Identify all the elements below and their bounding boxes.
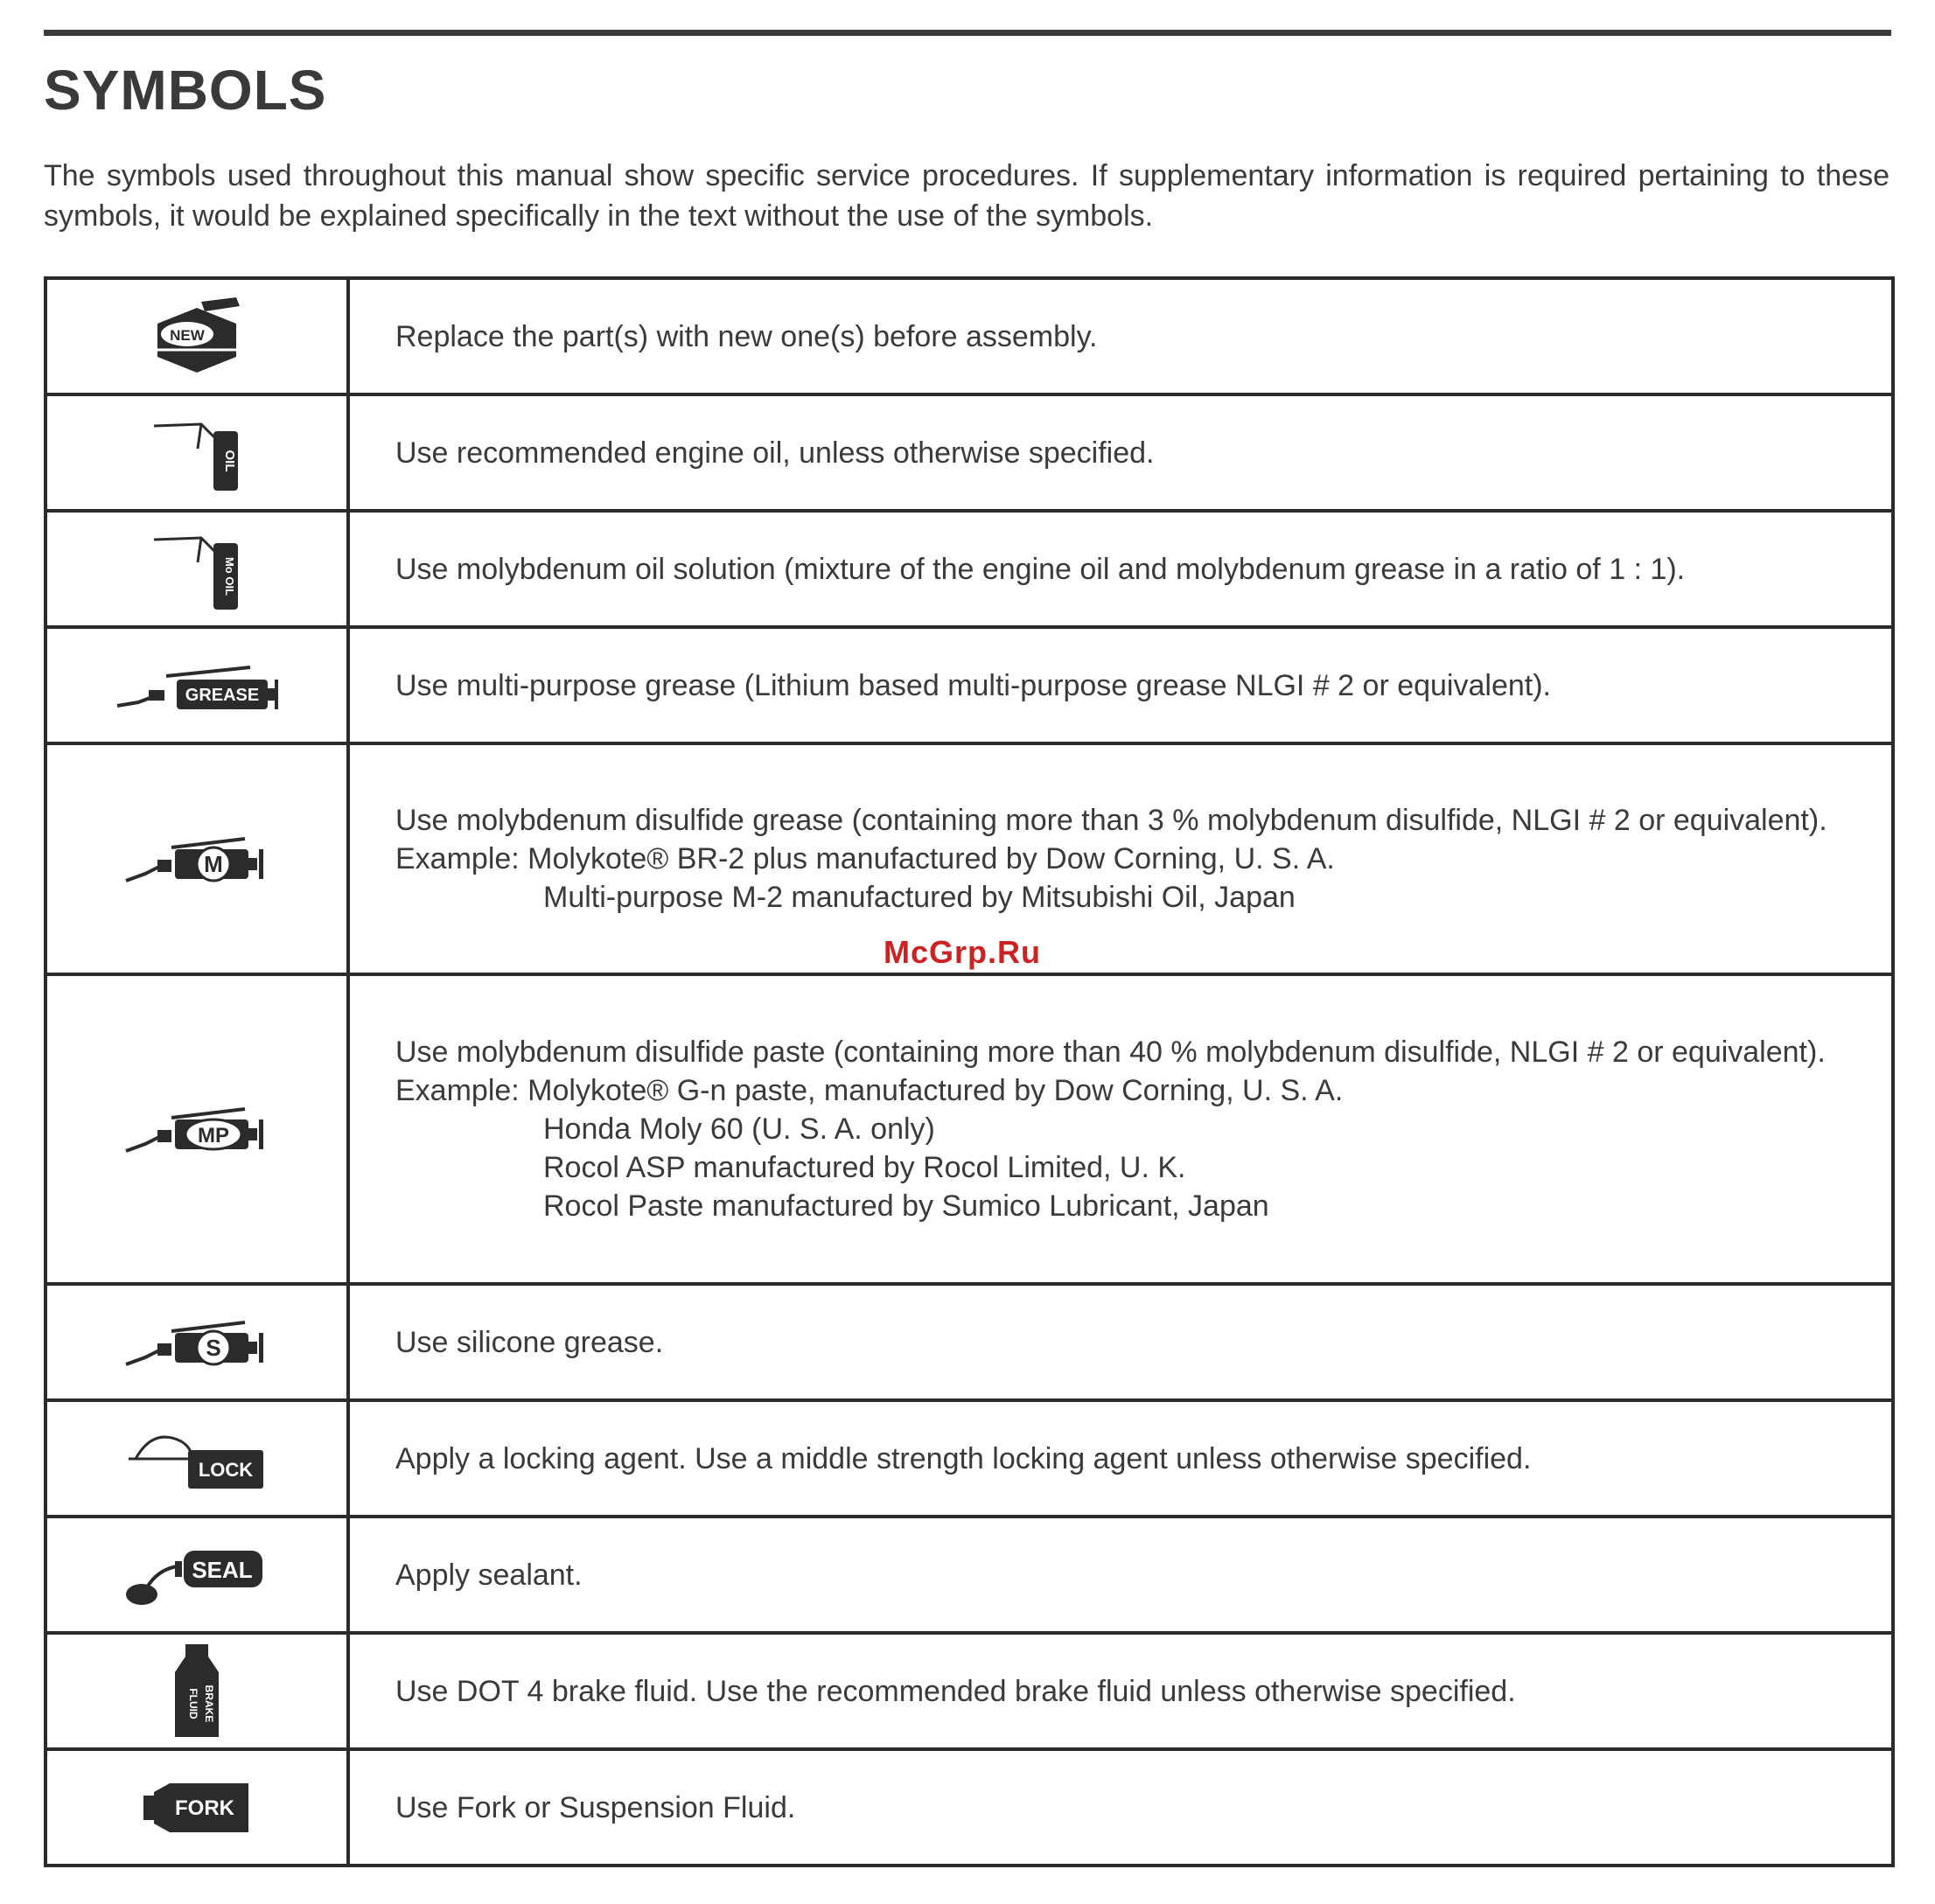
description: Apply a locking agent. Use a middle strength locking agent unless otherwise specified. <box>348 1400 1893 1517</box>
sealant-icon <box>122 1540 271 1610</box>
icon-cell <box>45 1749 348 1866</box>
intro-paragraph: The symbols used throughout this manual show specific service procedures. If supplementary information is required pertaining to these symbols, it would be explained specifically in the text without the use of the symbols. <box>44 159 1890 233</box>
example-line: Example: Molykote® BR-2 plus manufactured by Dow Corning, U. S. A. <box>395 842 1335 875</box>
symbols-table <box>44 276 1895 1867</box>
svg-text:FLUID: FLUID <box>187 1687 199 1719</box>
svg-text:Mo OIL: Mo OIL <box>223 556 236 596</box>
description: Replace the part(s) with new one(s) before assembly. <box>348 278 1893 394</box>
example-line: Example: Molykote® G-n paste, manufactured by Dow Corning, U. S. A. <box>395 1074 1344 1107</box>
symbol-row-seal <box>45 1517 1893 1633</box>
icon-cell <box>45 974 348 1284</box>
symbol-row-oil <box>45 394 1893 511</box>
svg-text:MP: MP <box>198 1124 229 1147</box>
icon-cell <box>45 1400 348 1517</box>
example-line: Multi-purpose M-2 manufactured by Mitsubishi Oil, Japan <box>543 881 1296 914</box>
description: Use recommended engine oil, unless otherwise specified. <box>348 394 1893 511</box>
description <box>348 743 1893 974</box>
svg-text:LOCK: LOCK <box>198 1458 254 1481</box>
svg-text:GREASE: GREASE <box>185 685 260 705</box>
moly-paste-icon <box>122 1098 271 1160</box>
molybdenum-oil-icon <box>149 527 245 611</box>
icon-cell <box>45 511 348 627</box>
symbol-row-fork <box>45 1749 1893 1866</box>
description <box>348 974 1893 1284</box>
icon-cell <box>45 1517 348 1633</box>
description: Apply sealant. <box>348 1517 1893 1633</box>
fork-fluid-icon <box>140 1780 254 1836</box>
icon-cell <box>45 627 348 743</box>
new-part-icon <box>149 297 245 376</box>
example-line: Rocol Paste manufactured by Sumico Lubricant, Japan <box>543 1189 1269 1223</box>
description-main: Use molybdenum disulfide grease (containing more than 3 % molybdenum disulfide, NLGI # 2 or equivalent). <box>395 804 1827 837</box>
symbol-row-new <box>45 278 1893 394</box>
description: Use molybdenum oil solution (mixture of the engine oil and molybdenum grease in a ratio of 1 : 1). <box>348 511 1893 627</box>
symbol-row-lock <box>45 1400 1893 1517</box>
example-line: Honda Moly 60 (U. S. A. only) <box>543 1112 935 1146</box>
icon-cell <box>45 278 348 394</box>
page-title: SYMBOLS <box>44 59 327 122</box>
svg-text:FORK: FORK <box>175 1796 234 1820</box>
svg-text:NEW: NEW <box>170 326 205 344</box>
engine-oil-icon <box>149 414 245 492</box>
svg-text:S: S <box>206 1334 221 1361</box>
svg-text:BRAKE: BRAKE <box>203 1684 215 1722</box>
symbol-row-silicone <box>45 1284 1893 1400</box>
silicone-grease-icon <box>122 1312 271 1373</box>
top-rule <box>44 30 1891 36</box>
description-main: Use molybdenum disulfide paste (containing more than 40 % molybdenum disulfide, NLGI # 2 or equivalent). <box>395 1036 1826 1069</box>
description: Use Fork or Suspension Fluid. <box>348 1749 1893 1866</box>
icon-cell <box>45 743 348 974</box>
svg-text:SEAL: SEAL <box>192 1556 253 1583</box>
symbol-row-mo-oil <box>45 511 1893 627</box>
symbol-row-brake-fluid <box>45 1633 1893 1749</box>
description: Use DOT 4 brake fluid. Use the recommended brake fluid unless otherwise specified. <box>348 1633 1893 1749</box>
svg-text:M: M <box>204 851 223 877</box>
description: Use multi-purpose grease (Lithium based multi-purpose grease NLGI # 2 or equivalent). <box>348 627 1893 743</box>
watermark: McGrp.Ru <box>884 934 1042 970</box>
icon-cell <box>45 394 348 511</box>
icon-cell <box>45 1633 348 1749</box>
locking-agent-icon <box>127 1424 267 1494</box>
icon-cell <box>45 1284 348 1400</box>
moly-grease-icon <box>122 828 271 889</box>
grease-icon <box>114 655 280 716</box>
svg-text:OIL: OIL <box>222 450 237 471</box>
brake-fluid-icon <box>166 1642 227 1740</box>
description: Use silicone grease. <box>348 1284 1893 1400</box>
symbol-row-moly-paste <box>45 974 1893 1284</box>
symbol-row-grease <box>45 627 1893 743</box>
example-line: Rocol ASP manufactured by Rocol Limited, U. K. <box>543 1151 1186 1184</box>
